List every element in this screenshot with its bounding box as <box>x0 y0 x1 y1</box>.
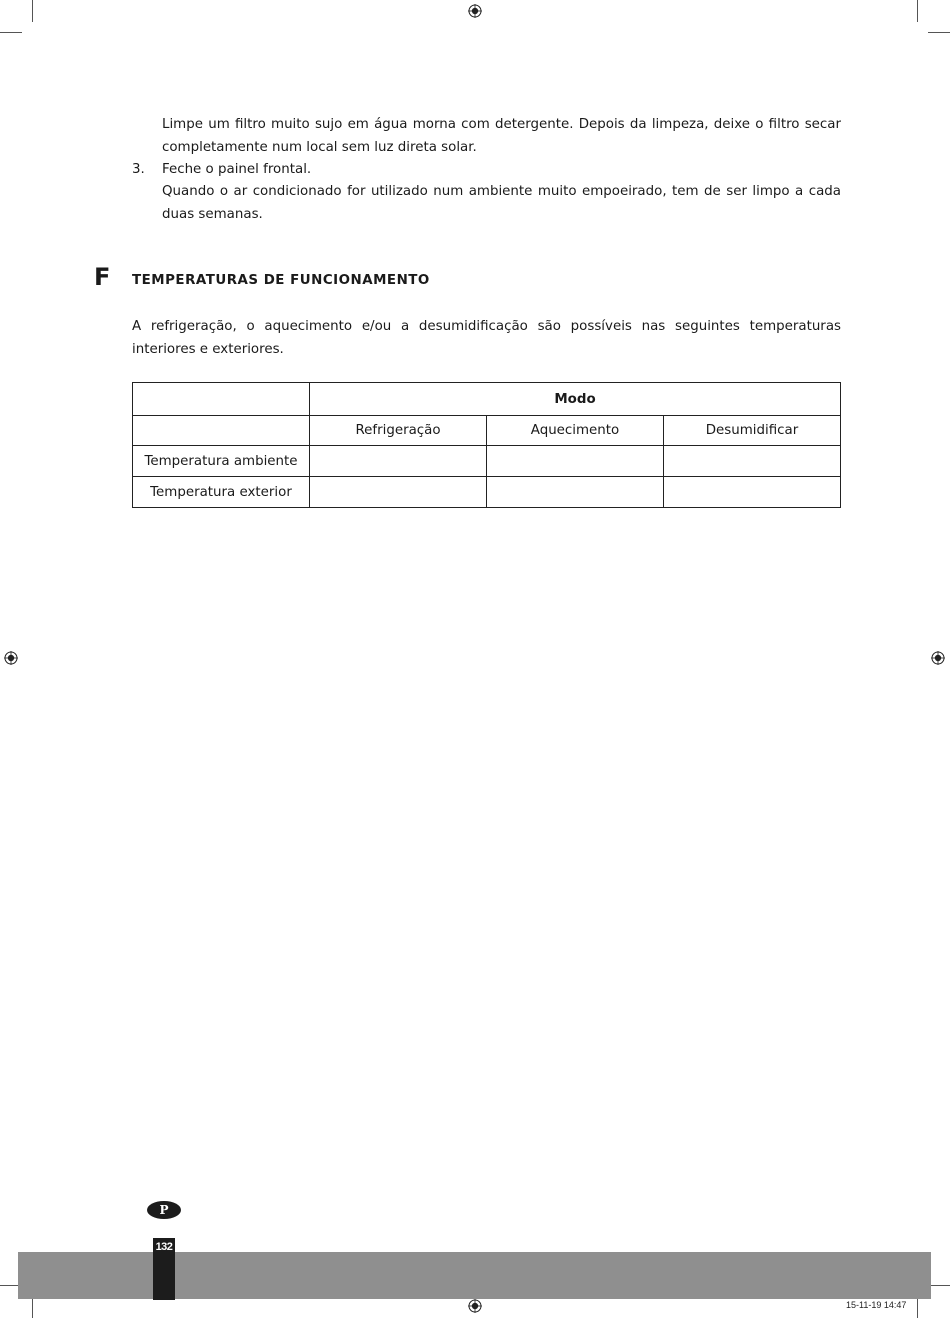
table-row <box>133 416 841 446</box>
registration-mark-icon <box>931 651 945 665</box>
crop-mark <box>917 0 918 22</box>
section-letter: F <box>94 263 111 291</box>
crop-mark <box>32 1296 33 1318</box>
empty-cell <box>133 416 310 446</box>
empty-cell <box>133 383 310 416</box>
column-header-cooling: Refrigeração <box>310 416 487 446</box>
registration-mark-icon <box>468 4 482 18</box>
section-title: TEMPERATURAS DE FUNCIONAMENTO <box>132 273 430 288</box>
dusty-environment-paragraph: Quando o ar condicionado for utilizado num ambiente muito empoeirado, tem de ser limpo a cada duas semanas. <box>162 184 841 222</box>
mode-header: Modo <box>310 383 841 416</box>
crop-mark <box>928 32 950 33</box>
crop-mark <box>32 0 33 22</box>
registration-mark-icon <box>4 651 18 665</box>
column-header-heating: Aquecimento <box>487 416 664 446</box>
table-cell <box>664 477 841 508</box>
crop-mark <box>928 1285 950 1286</box>
table-cell <box>487 446 664 477</box>
page-number: 132 <box>155 1241 173 1253</box>
table-cell <box>310 477 487 508</box>
table-row <box>133 477 841 508</box>
operating-temperatures-table <box>132 382 841 508</box>
registration-mark-icon <box>468 1299 482 1313</box>
table-row <box>133 383 841 416</box>
table-row <box>133 446 841 477</box>
crop-mark <box>0 32 22 33</box>
row-label: Temperatura ambiente <box>133 446 310 477</box>
filter-cleaning-paragraph: Limpe um filtro muito sujo em água morna com detergente. Depois da limpeza, deixe o filtro secar completamente num local sem luz direta solar. <box>162 117 841 155</box>
step-number: 3. <box>132 162 145 177</box>
table-cell <box>310 446 487 477</box>
column-header-dehumidify: Desumidificar <box>664 416 841 446</box>
crop-mark <box>917 1296 918 1318</box>
language-badge: P <box>147 1201 181 1219</box>
table-cell <box>664 446 841 477</box>
row-label: Temperatura exterior <box>133 477 310 508</box>
print-timestamp: 15-11-19 14:47 <box>846 1300 907 1310</box>
section-intro: A refrigeração, o aquecimento e/ou a desumidificação são possíveis nas seguintes temperaturas interiores e exteriores. <box>132 319 841 357</box>
table-cell <box>487 477 664 508</box>
step-text: Feche o painel frontal. <box>162 162 312 177</box>
